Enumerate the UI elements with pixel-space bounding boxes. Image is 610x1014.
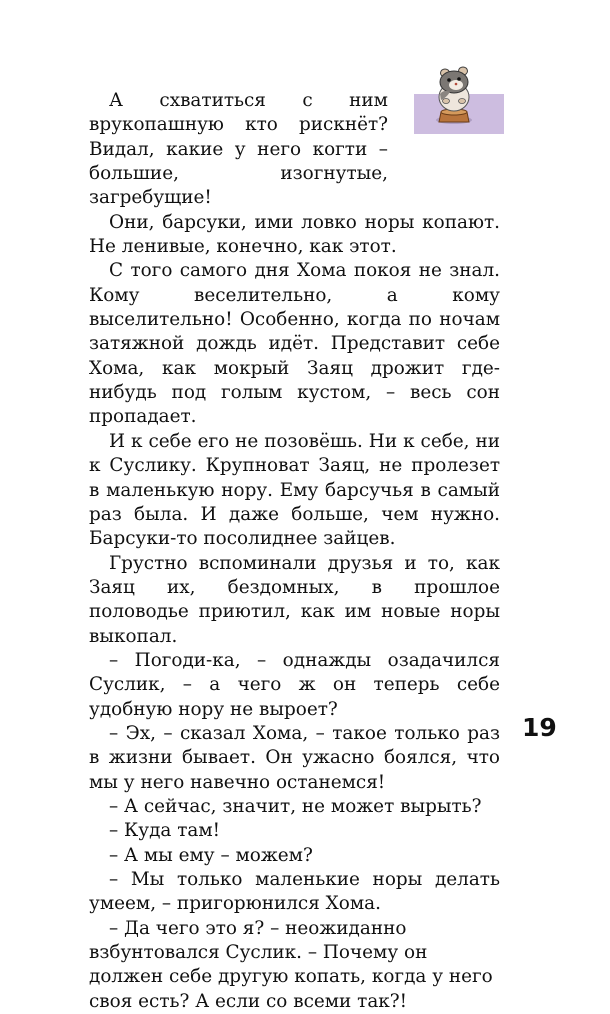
paragraph: – Мы только маленькие норы делать умеем, – пригорюнился Хома.: [89, 869, 500, 915]
paragraph: – Куда там!: [109, 820, 221, 842]
paragraph: А схватиться с ним врукопашную кто рискнёт? Видал, какие у него когти – большие, изогнутые, загребущие!: [89, 90, 388, 209]
paragraph: – Погоди-ка, – однажды озадачился Суслик, – а чего ж он теперь себе удобную нору не выроет?: [89, 649, 500, 720]
paragraph: – Эх, – сказал Хома, – такое только раз в жизни бывает. Он ужасно боялся, что мы у него навечно останемся!: [89, 722, 500, 793]
page-number: 19: [522, 713, 557, 742]
paragraph: С того самого дня Хома покоя не знал. Кому веселительно, а кому выселительно! Особенно, когда по ночам затяжной дождь идёт. Представит себе Хома, как мокрый Заяц дрожит где-нибудь под голым кустом, – весь сон пропадает.: [89, 260, 500, 428]
paragraph: – А мы ему – можем?: [109, 844, 313, 866]
paragraph: – Да чего это я? – неожиданно взбунтовался Суслик. – Почему он должен себе другую копать, когда у него своя есть? А если со всеми так?!: [89, 917, 493, 1012]
paragraph: И к себе его не позовёшь. Ни к себе, ни к Суслику. Крупноват Заяц, не пролезет в маленькую нору. Ему барсучья в самый раз была. И даже больше, чем нужно. Барсуки-то посолиднее зайцев.: [89, 430, 500, 550]
paragraph: – А сейчас, значит, не может вырыть?: [109, 795, 482, 817]
story-text: [89, 89, 500, 1014]
paragraph: Они, барсуки, ими ловко норы копают. Не ленивые, конечно, как этот.: [89, 211, 500, 258]
paragraph: Грустно вспоминали друзья и то, как Заяц их, бездомных, в прошлое половодье приютил, как им новые норы выкопал.: [89, 552, 500, 647]
